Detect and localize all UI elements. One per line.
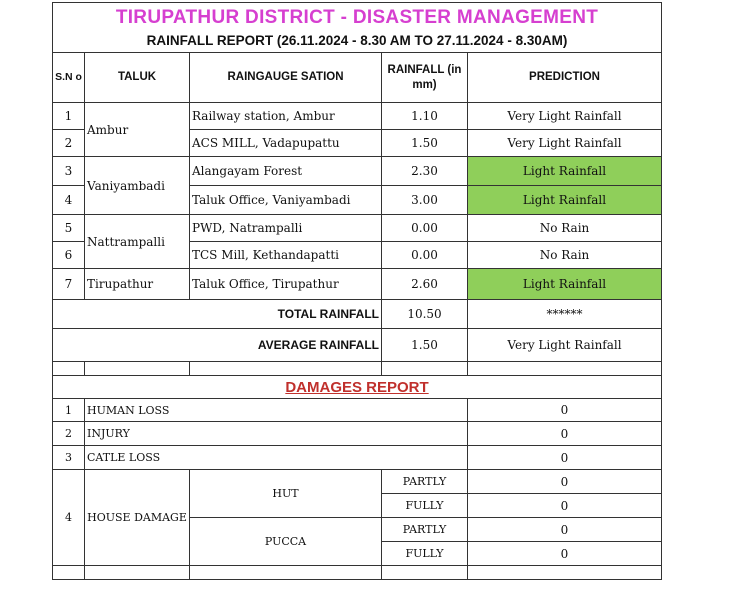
pucca-label: PUCCA bbox=[190, 518, 382, 566]
station-cell: Railway station, Ambur bbox=[190, 103, 382, 130]
sno-cell: 6 bbox=[53, 242, 85, 269]
prediction-cell: Light Rainfall bbox=[468, 157, 662, 186]
empty-cell bbox=[382, 566, 468, 580]
empty-cell bbox=[53, 362, 85, 376]
table-row bbox=[53, 103, 662, 130]
damage-row bbox=[53, 422, 662, 446]
rainfall-cell: 3.00 bbox=[382, 186, 468, 215]
prediction-cell: Light Rainfall bbox=[468, 186, 662, 215]
empty-cell bbox=[382, 362, 468, 376]
empty-cell bbox=[468, 566, 662, 580]
header-station: RAINGAUGE SATION bbox=[190, 53, 382, 103]
sno-cell: 5 bbox=[53, 215, 85, 242]
average-value: 1.50 bbox=[382, 329, 468, 362]
house-damage-row bbox=[53, 470, 662, 494]
damage-value: 0 bbox=[468, 399, 662, 422]
table-row bbox=[53, 215, 662, 242]
partly-label: PARTLY bbox=[382, 518, 468, 542]
fully-label: FULLY bbox=[382, 542, 468, 566]
header-rainfall: RAINFALL (in mm) bbox=[382, 53, 468, 103]
damage-label: CATLE LOSS bbox=[85, 446, 468, 470]
damage-label: HUMAN LOSS bbox=[85, 399, 468, 422]
rainfall-cell: 0.00 bbox=[382, 242, 468, 269]
sno-cell: 4 bbox=[53, 186, 85, 215]
spacer-row bbox=[53, 566, 662, 580]
taluk-cell: Ambur bbox=[85, 103, 190, 157]
taluk-cell: Nattrampalli bbox=[85, 215, 190, 269]
header-sno: S.N o bbox=[53, 53, 85, 103]
damage-value: 0 bbox=[468, 422, 662, 446]
prediction-cell: No Rain bbox=[468, 215, 662, 242]
damage-value: 0 bbox=[468, 470, 662, 494]
damage-value: 0 bbox=[468, 446, 662, 470]
prediction-cell: Very Light Rainfall bbox=[468, 130, 662, 157]
header-taluk: TALUK bbox=[85, 53, 190, 103]
station-cell: ACS MILL, Vadapupattu bbox=[190, 130, 382, 157]
total-label: TOTAL RAINFALL bbox=[53, 300, 382, 329]
empty-cell bbox=[85, 566, 190, 580]
empty-cell bbox=[85, 362, 190, 376]
rainfall-cell: 0.00 bbox=[382, 215, 468, 242]
rainfall-cell: 1.10 bbox=[382, 103, 468, 130]
damage-row bbox=[53, 446, 662, 470]
sno-cell: 4 bbox=[53, 470, 85, 566]
total-row bbox=[53, 300, 662, 329]
total-prediction: ****** bbox=[468, 300, 662, 329]
fully-label: FULLY bbox=[382, 494, 468, 518]
house-damage-label: HOUSE DAMAGE bbox=[85, 470, 190, 566]
title-cell bbox=[53, 3, 662, 53]
damages-title: DAMAGES REPORT bbox=[53, 376, 662, 399]
sno-cell: 3 bbox=[53, 446, 85, 470]
station-cell: Alangayam Forest bbox=[190, 157, 382, 186]
prediction-cell: Very Light Rainfall bbox=[468, 103, 662, 130]
table-row bbox=[53, 157, 662, 186]
sno-cell: 3 bbox=[53, 157, 85, 186]
rainfall-report-table bbox=[52, 2, 662, 580]
partly-label: PARTLY bbox=[382, 470, 468, 494]
spacer-row bbox=[53, 362, 662, 376]
rainfall-cell: 1.50 bbox=[382, 130, 468, 157]
average-label: AVERAGE RAINFALL bbox=[53, 329, 382, 362]
sno-cell: 1 bbox=[53, 103, 85, 130]
station-cell: Taluk Office, Vaniyambadi bbox=[190, 186, 382, 215]
damage-value: 0 bbox=[468, 542, 662, 566]
empty-cell bbox=[468, 362, 662, 376]
header-row bbox=[53, 53, 662, 103]
title-row bbox=[53, 3, 662, 53]
damage-value: 0 bbox=[468, 494, 662, 518]
sno-cell: 7 bbox=[53, 269, 85, 300]
sno-cell: 2 bbox=[53, 422, 85, 446]
total-value: 10.50 bbox=[382, 300, 468, 329]
damage-row bbox=[53, 399, 662, 422]
average-row bbox=[53, 329, 662, 362]
damage-value: 0 bbox=[468, 518, 662, 542]
empty-cell bbox=[190, 566, 382, 580]
hut-label: HUT bbox=[190, 470, 382, 518]
rainfall-cell: 2.60 bbox=[382, 269, 468, 300]
empty-cell bbox=[190, 362, 382, 376]
taluk-cell: Tirupathur bbox=[85, 269, 190, 300]
prediction-cell: Light Rainfall bbox=[468, 269, 662, 300]
station-cell: PWD, Natrampalli bbox=[190, 215, 382, 242]
station-cell: TCS Mill, Kethandapatti bbox=[190, 242, 382, 269]
damage-label: INJURY bbox=[85, 422, 468, 446]
station-cell: Taluk Office, Tirupathur bbox=[190, 269, 382, 300]
prediction-cell: No Rain bbox=[468, 242, 662, 269]
rainfall-cell: 2.30 bbox=[382, 157, 468, 186]
report-title: TIRUPATHUR DISTRICT - DISASTER MANAGEMENT bbox=[115, 6, 599, 28]
table-row bbox=[53, 269, 662, 300]
taluk-cell: Vaniyambadi bbox=[85, 157, 190, 215]
sno-cell: 2 bbox=[53, 130, 85, 157]
empty-cell bbox=[53, 566, 85, 580]
damages-title-row bbox=[53, 376, 662, 399]
header-prediction: PREDICTION bbox=[468, 53, 662, 103]
sno-cell: 1 bbox=[53, 399, 85, 422]
average-prediction: Very Light Rainfall bbox=[468, 329, 662, 362]
report-subtitle: RAINFALL REPORT (26.11.2024 - 8.30 AM TO 27.11.2024 - 8.30AM) bbox=[146, 32, 568, 48]
